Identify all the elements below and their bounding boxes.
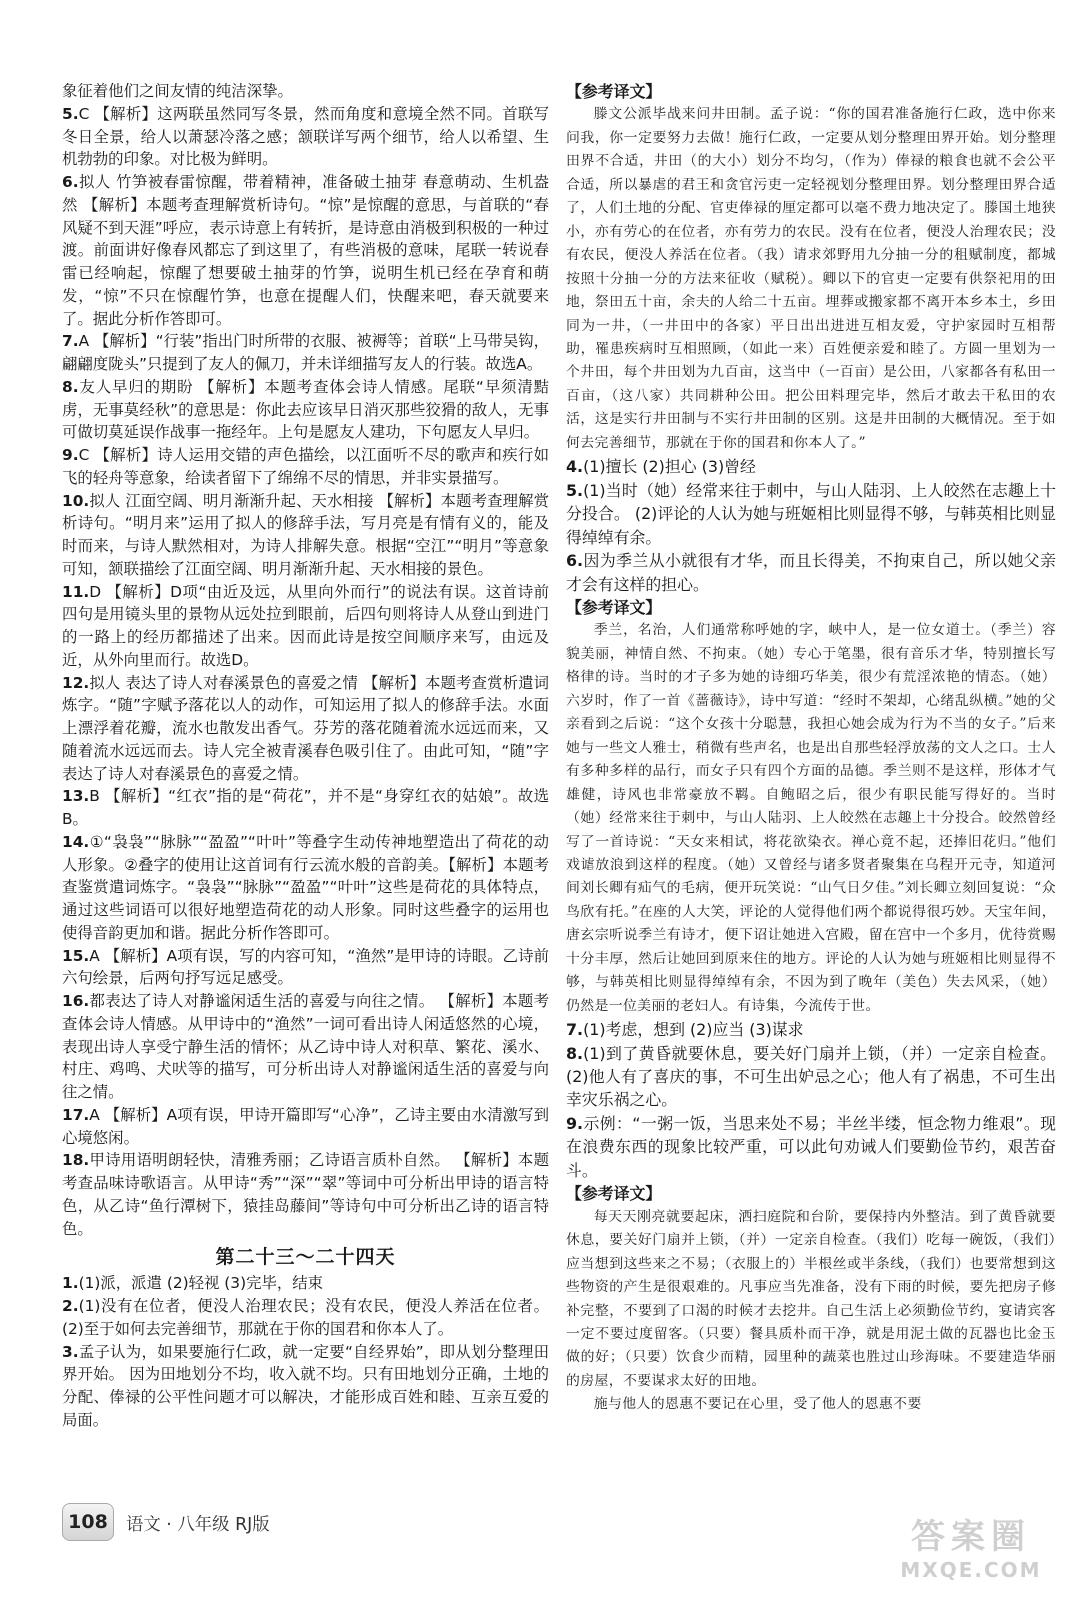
answer-text: ①“袅袅”“脉脉”“盈盈”“叶叶”等叠字生动传神地塑造出了荷花的动人形象。②叠字的使用让这首词有行云流水般的音韵美。【解析】本题考查鉴赏遣词炼字。“袅袅”“脉脉”“盈盈”“叶叶”这些是荷花的具体特点，通过这些词语可以很好地塑造荷花的动人形象。同时这些叠字的运用也使得音韵更加和谐。据此分析作答即可。 (62, 832, 549, 942)
answer-number: 15. (62, 946, 90, 965)
answer-number: 14. (62, 832, 90, 851)
answer-item (62, 785, 549, 831)
answer-item (566, 479, 1056, 549)
answer-number: 7. (62, 332, 79, 351)
answer-text: 都表达了诗人对静谧闲适生活的喜爱与向往之情。 【解析】本题考查体会诗人情感。从甲诗中的“渔然”一词可看出诗人闲适悠然的心境，表现出诗人享受宁静生活的情怀；从乙诗中诗人对积草、繁花、溪水、村庄、鸡鸣、犬吠等的描写，可分析出诗人对静谧闲适生活的喜爱与向往之情。 (62, 992, 549, 1101)
answer-text: 拟人 表达了诗人对春溪景色的喜爱之情 【解析】本题考查赏析遣词炼字。“随”字赋予落花以人的动作，可知运用了拟人的修辞手法。水面上漂浮着花瓣，流水也散发出香气。芬芳的落花随着流水远远而来，又随着流水远远而去。诗人完全被青溪春色吸引住了。由此可知，“随”字表达了诗人对春溪景色的喜爱之情。 (62, 673, 549, 783)
answer-number: 5. (62, 104, 79, 123)
answer-number: 4. (566, 457, 584, 477)
answer-text: (1)擅长 (2)担心 (3)曾经 (583, 457, 756, 477)
answer-item (62, 490, 549, 581)
answer-item (566, 549, 1056, 596)
answer-text: 象征着他们之间友情的纯洁深挚。 (62, 82, 293, 100)
left-column (62, 80, 549, 1432)
translation-text: 季兰，名治，人们通常称呼她的字，峡中人，是一位女道士。（季兰）容貌美丽，神情自然、不拘束。（她）专心于笔墨，很有音乐才华，特别擅长写格律的诗。当时的才子多为她的诗细巧华美，很少有荒淫浓艳的情态。（她）六岁时，作了一首《蔷薇诗》，诗中写道：“经时不架却，心绪乱纵横。”她的父亲看到之后说：“这个女孩十分聪慧，我担心她会成为行为不当的女子。”后来她与一些文人雅士，稍微有些声名，也是出自那些轻浮放荡的文人之口。士人有多种多样的品行，而女子只有四个方面的品德。季兰则不是这样，形体才气雄健，诗风也非常豪放不羁。自鲍昭之后，很少有职民能写得好的。当时（她）经常来往于刺中，与山人陆羽、上人皎然在志趣上十分投合。皎然曾经写了一首诗说：“天女来相试，将花欲染衣。禅心竟不起，还捧旧花归。”他们戏谑放浪到这样的程度。（她）又曾经与诸多贤者聚集在乌程开元寺，知道河间刘长卿有疝气的毛病，便开玩笑说：“山气日夕佳。”刘长卿立刻回复说：“众鸟欣有托。”在座的人大笑，评论的人觉得他们两个都说得很巧妙。天宝年间，唐玄宗听说季兰有诗才，便下诏让她进入宫殿，留在宫中一个多月，优待赏赐十分丰厚，然后让她回到原来住的地方。评论的人认为她与班姬相比则显得不够，与韩英相比则显得绰绰有余，不因为到了晚年（美色）失去风采，（她）仍然是一位美丽的老妇人。有诗集，今流传于世。 (566, 622, 1056, 1014)
answer-item (62, 581, 549, 672)
answer-number: 10. (62, 491, 90, 510)
translation-heading: 【参考译文】 (566, 597, 662, 617)
answer-text: 拟人 竹笋被春雷惊醒，带着精神，准备破土抽芽 春意萌动、生机盎然 【解析】本题考查理解赏析诗句。“惊”是惊醒的意思，与首联的“春风疑不到天涯”呼应，表示诗意上有转折，是诗意由消极到积极的一种过渡。前面讲好像春风都忘了到这里了，有些消极的意味，尾联一转说春雷已经响起，惊醒了想要破土抽芽的竹笋，说明生机已经在孕育和萌发，“惊”不只在惊醒竹笋，也意在提醒人们，快醒来吧，春天就要来了。据此分析作答即可。 (62, 173, 549, 328)
answer-text: 甲诗用语明朗轻快，清雅秀丽；乙诗语言质朴自然。 【解析】本题考查品味诗歌语言。从甲诗“秀”“深”“翠”等词中可分析出甲诗的语言特色，从乙诗“鱼行潭树下，猿挂岛藤间”等诗句中可分析出乙诗的语言特色。 (62, 1151, 549, 1238)
answer-item (62, 1341, 549, 1432)
answer-number: 6. (566, 551, 584, 571)
right-column (566, 80, 1056, 1417)
answer-number: 18. (62, 1151, 90, 1170)
answer-text: 因为季兰从小就很有才华，而且长得美，不拘束自己，所以她父亲才会有这样的担心。 (566, 551, 1056, 594)
answer-item (62, 945, 549, 991)
page-footer (62, 1502, 270, 1542)
answer-item (62, 990, 549, 1104)
answer-text: 友人早归的期盼 【解析】本题考查体会诗人情感。尾联“早须清黠虏，无事莫经秋”的意思是：你此去应该早日消灭那些狡猾的敌人，无事可做切莫延误作战事一拖经年。上句是愿友人建功，下句愿友人早归。 (62, 377, 549, 442)
answer-item (62, 1104, 549, 1150)
answer-number: 11. (62, 582, 90, 601)
subject-label: 语文 · 八年级 RJ版 (126, 1514, 270, 1535)
answer-item (62, 376, 549, 444)
answer-text: C 【解析】这两联虽然同写冬景，然而角度和意境全然不同。首联写冬日全景，给人以萧瑟冷落之感；颔联详写两个细节，给人以希望、生机勃勃的印象。对比极为鲜明。 (62, 104, 549, 169)
answer-number: 8. (566, 1043, 584, 1063)
answer-number: 9. (566, 1113, 584, 1133)
translation-text: 滕文公派毕战来问井田制。孟子说：“你的国君准备施行仁政，选中你来问我，你一定要努力去做！施行仁政，一定要从划分整理田界开始。划分整理田界不合适，井田（的大小）划分不均匀，（作为）俸禄的粮食也就不会公平合适，所以暴虐的君王和贪官污吏一定轻视划分整理田界。划分整理田界合适了，人们土地的分配、官吏俸禄的厘定都可以毫不费力地决定了。滕国土地狭小，亦有劳心的在位者，亦有劳力的农民。没有在位者，便没人治理农民；没有农民，便没人养活在位者。（我）请求郊野用九分抽一分的租赋制度，都城按照十分抽一分的方法来征收（赋税）。卿以下的官吏一定要有供祭祀用的田地，祭田五十亩，余夫的人给二十五亩。埋葬或搬家都不离开本乡本土，乡田同为一井，（一井田中的各家）平日出出进进互相友爱，守护家园时互相帮助，罹患疾病时互相照顾，（如此一来）百姓便亲爱和睦了。方圆一里划为一个井田，每个井田划为九百亩，这当中（一百亩）是公田，八家都各有私田一百亩，（这八家）共同耕种公田。把公田料理完毕，然后才敢去干私田的农活，这是实行井田制与不实行井田制的区别。这是井田制的大概情况。至于如何去完善细节，那就在于你的国君和你本人了。” (566, 106, 1056, 451)
watermark-text: 答案圈 (911, 1517, 1031, 1557)
page-number: 108 (62, 1503, 114, 1541)
answer-item (566, 455, 1056, 478)
answer-item (62, 1295, 549, 1341)
answer-item (566, 1112, 1056, 1182)
answer-number: 1. (62, 1274, 79, 1293)
answer-text: A 【解析】“行装”指出门时所带的衣服、被褥等；首联“上马带吴钩，翩翩度陇头”只提到了友人的佩刀，并未详细描写友人的行装。故选A。 (62, 332, 549, 373)
answer-item (62, 672, 549, 786)
translation-text: 施与他人的恩惠不要记在心里，受了他人的恩惠不要 (593, 1396, 922, 1413)
answer-item (62, 444, 549, 490)
answer-text: A 【解析】A项有误，写的内容可知，“渔然”是甲诗的诗眼。乙诗前六句绘景，后两句抒写远足感受。 (62, 946, 549, 988)
answer-text: B 【解析】“红衣”指的是“荷花”，并不是“身穿红衣的姑娘”。故选B。 (62, 787, 549, 828)
answer-number: 3. (62, 1342, 79, 1361)
answer-text: (1)考虑，想到 (2)应当 (3)谋求 (583, 1020, 804, 1040)
answer-text: C 【解析】诗人运用交错的声色描绘，以江面听不尽的歌声和疾行如飞的轻舟等意象，给读者留下了绵绵不尽的情思，并非实景描写。 (62, 446, 549, 487)
answer-number: 9. (62, 446, 79, 464)
answer-text: 拟人 江面空阔、明月渐渐升起、天水相接 【解析】本题考查理解赏析诗句。“明月来”运用了拟人的修辞手法，写月亮是有情有义的，能及时而来，与诗人默然相对，为诗人排解失意。根据“空江”“明月”等意象可知，颔联描绘了江面空阔、明月渐渐升起、天水相接的景色。 (62, 491, 549, 578)
answer-text: 孟子认为，如果要施行仁政，就一定要“自经界始”，即从划分整理田界开始。 因为田地划分不均，收入就不均。只有田地划分正确，土地的分配、俸禄的公平性问题才可以解决，才能形成百姓和睦、互亲互爱的局面。 (62, 1342, 549, 1429)
answer-item (62, 330, 549, 376)
answer-text: D 【解析】D项“由近及远，从里向外而行”的说法有误。这首诗前四句是用镜头里的景物从远处拉到眼前，后四句则将诗人从登山到进门的一路上的经历都描述了出来。因而此诗是按空间顺序来写，由远及近，从外向里而行。故选D。 (62, 582, 549, 669)
watermark-logo (886, 1516, 1056, 1590)
answer-number: 17. (62, 1105, 90, 1124)
answer-text: (1)派，派遣 (2)轻视 (3)完毕，结束 (78, 1274, 324, 1293)
answer-item (566, 1018, 1056, 1041)
answer-text: (1)到了黄昏就要休息，要关好门扇并上锁，（并）一定亲自检查。 (2)他人有了喜庆的事，不可生出妒忌之心；他人有了祸患，不可生出幸灾乐祸之心。 (566, 1043, 1056, 1110)
answer-item (62, 171, 549, 330)
answer-item (566, 1042, 1056, 1112)
answer-number: 8. (62, 377, 79, 396)
answer-item (62, 831, 549, 945)
answer-text: (1)当时（她）经常来往于刺中，与山人陆羽、上人皎然在志趣上十分投合。 (2)评论的人认为她与班姬相比则显得不够，与韩英相比则显得绰绰有余。 (566, 480, 1056, 547)
answer-number: 12. (62, 673, 90, 692)
translation-text: 每天天刚亮就要起床，洒扫庭院和台阶，要保持内外整洁。到了黄昏就要休息，要关好门扇并上锁，（并）一定亲自检查。（我们）吃每一碗饭，（我们）应当想到这些来之不易；（衣服上的）半根丝或半条线，（我们）也要常想到这些物资的产生是很艰难的。凡事应当先准备，没有下雨的时候，要先把房子修补完整，不要到了口渴的时候才去挖井。自己生活上必须勤俭节约，宴请宾客一定不要过度留客。（只要）餐具质朴而干净，就是用泥土做的瓦器也比金玉做的好；（只要）饮食少而精，园里种的蔬菜也胜过山珍海味。不要建造华丽的房屋，不要谋求太好的田地。 (566, 1208, 1056, 1389)
answer-item (62, 1272, 549, 1295)
answer-number: 7. (566, 1020, 584, 1040)
answer-number: 6. (62, 173, 79, 191)
answer-number: 13. (62, 787, 90, 806)
answer-text: A 【解析】A项有误，甲诗开篇即写“心净”，乙诗主要由水清激写到心境悠闲。 (62, 1105, 549, 1147)
answer-number: 2. (62, 1297, 79, 1315)
answer-number: 5. (566, 480, 584, 500)
answer-item (62, 103, 549, 171)
section-title: 第二十三～二十四天 (215, 1246, 396, 1269)
answer-text: (1)没有在位者，便没人治理农民；没有农民，便没人养活在位者。 (2)至于如何去完善细节，那就在于你的国君和你本人了。 (62, 1297, 549, 1338)
watermark-url: MXQE.COM (900, 1558, 1042, 1582)
answer-number: 16. (62, 992, 90, 1010)
answer-item (62, 80, 549, 103)
translation-heading: 【参考译文】 (566, 82, 662, 101)
translation-heading: 【参考译文】 (566, 1184, 662, 1204)
answer-text: 示例：“一粥一饭，当思来处不易；半丝半缕，恒念物力维艰”。现在浪费东西的现象比较严重，可以此句劝诫人们要勤俭节约，艰苦奋斗。 (566, 1113, 1056, 1180)
answer-item (62, 1149, 549, 1240)
